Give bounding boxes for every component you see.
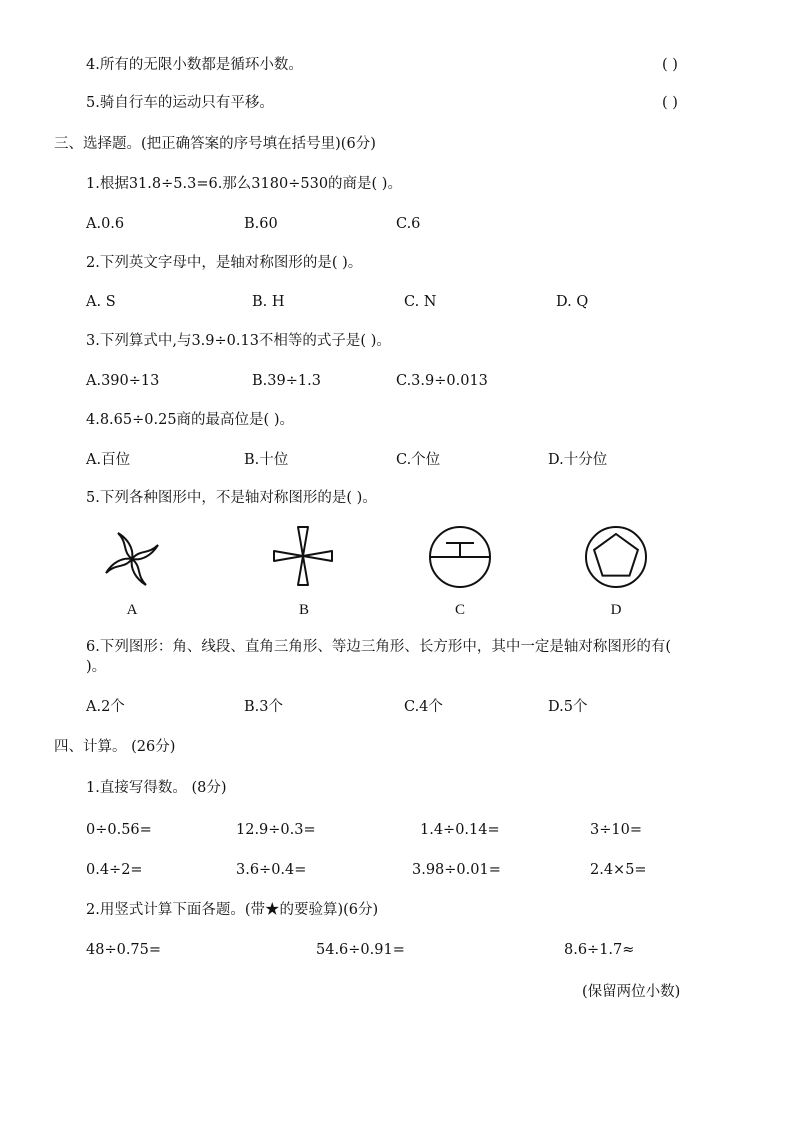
s3-q3-option-c: C.3.9÷0.013: [396, 373, 488, 389]
s4-p1-r2-c3: 3.98÷0.01=: [412, 862, 501, 878]
judge-q4-answer-paren[interactable]: ( ): [662, 57, 678, 73]
figure-b-label: B: [298, 602, 309, 618]
s3-q5-stem: 5.下列各种图形中，不是轴对称图形的是( )。: [86, 490, 377, 506]
figure-a-pinwheel: [100, 527, 164, 591]
s4-p1-r1-c4: 3÷10=: [590, 822, 642, 838]
s3-q6-stem-line2: )。: [86, 659, 107, 675]
section4-title: 四、计算。 (26分): [54, 739, 176, 755]
s3-q1-stem: 1.根据31.8÷5.3=6.那么3180÷530的商是( )。: [86, 176, 402, 192]
s3-q2-option-a: A. S: [86, 294, 116, 310]
s3-q3-option-a: A.390÷13: [86, 373, 160, 389]
judge-q4: 4.所有的无限小数都是循环小数。: [86, 57, 303, 73]
s4-p1-r2-c2: 3.6÷0.4=: [236, 862, 307, 878]
s3-q2-stem: 2.下列英文字母中，是轴对称图形的是( )。: [86, 255, 363, 271]
s3-q2-option-c: C. N: [404, 294, 437, 310]
s3-q4-stem: 4.8.65÷0.25商的最高位是( )。: [86, 412, 294, 428]
s3-q1-option-a: A.0.6: [86, 216, 125, 232]
s4-p2-note: (保留两位小数): [582, 984, 681, 1000]
s3-q6-stem-line1: 6.下列图形：角、线段、直角三角形、等边三角形、长方形中，其中一定是轴对称图形的有(: [86, 639, 671, 655]
s4-p1-r1-c3: 1.4÷0.14=: [420, 822, 500, 838]
s3-q4-option-c: C.个位: [396, 452, 441, 468]
s4-p2-item-3: 8.6÷1.7≈: [564, 942, 635, 958]
s3-q6-option-b: B.3个: [244, 699, 283, 715]
section3-title: 三、选择题。(把正确答案的序号填在括号里)(6分): [54, 136, 376, 152]
figure-d-label: D: [610, 602, 622, 618]
s3-q2-option-b: B. H: [252, 294, 285, 310]
s4-p1-r1-c1: 0÷0.56=: [86, 822, 152, 838]
s3-q1-option-b: B.60: [244, 216, 278, 232]
s4-p1-r1-c2: 12.9÷0.3=: [236, 822, 316, 838]
s3-q4-option-a: A.百位: [86, 452, 131, 468]
s3-q2-option-d: D. Q: [556, 294, 589, 310]
s3-q3-option-b: B.39÷1.3: [252, 373, 321, 389]
s4-p2-title: 2.用竖式计算下面各题。(带★的要验算)(6分): [86, 902, 379, 918]
s4-p2-item-2: 54.6÷0.91=: [316, 942, 405, 958]
s3-q6-option-a: A.2个: [86, 699, 125, 715]
s3-q3-stem: 3.下列算式中,与3.9÷0.13不相等的式子是( )。: [86, 333, 391, 349]
figure-b-cross: [272, 525, 334, 587]
s3-q6-option-c: C.4个: [404, 699, 443, 715]
figure-c-circle: [428, 525, 492, 589]
figure-a-label: A: [126, 602, 138, 618]
s3-q1-option-c: C.6: [396, 216, 421, 232]
s3-q4-option-b: B.十位: [244, 452, 289, 468]
s4-p1-title: 1.直接写得数。 (8分): [86, 780, 227, 796]
figure-d-pentagon: [584, 525, 648, 589]
judge-q5-answer-paren[interactable]: ( ): [662, 95, 678, 111]
s3-q6-option-d: D.5个: [548, 699, 588, 715]
judge-q5: 5.骑自行车的运动只有平移。: [86, 95, 274, 111]
figure-c-label: C: [454, 602, 465, 618]
s4-p2-item-1: 48÷0.75=: [86, 942, 162, 958]
s3-q4-option-d: D.十分位: [548, 452, 608, 468]
s4-p1-r2-c4: 2.4×5=: [590, 862, 647, 878]
s4-p1-r2-c1: 0.4÷2=: [86, 862, 143, 878]
